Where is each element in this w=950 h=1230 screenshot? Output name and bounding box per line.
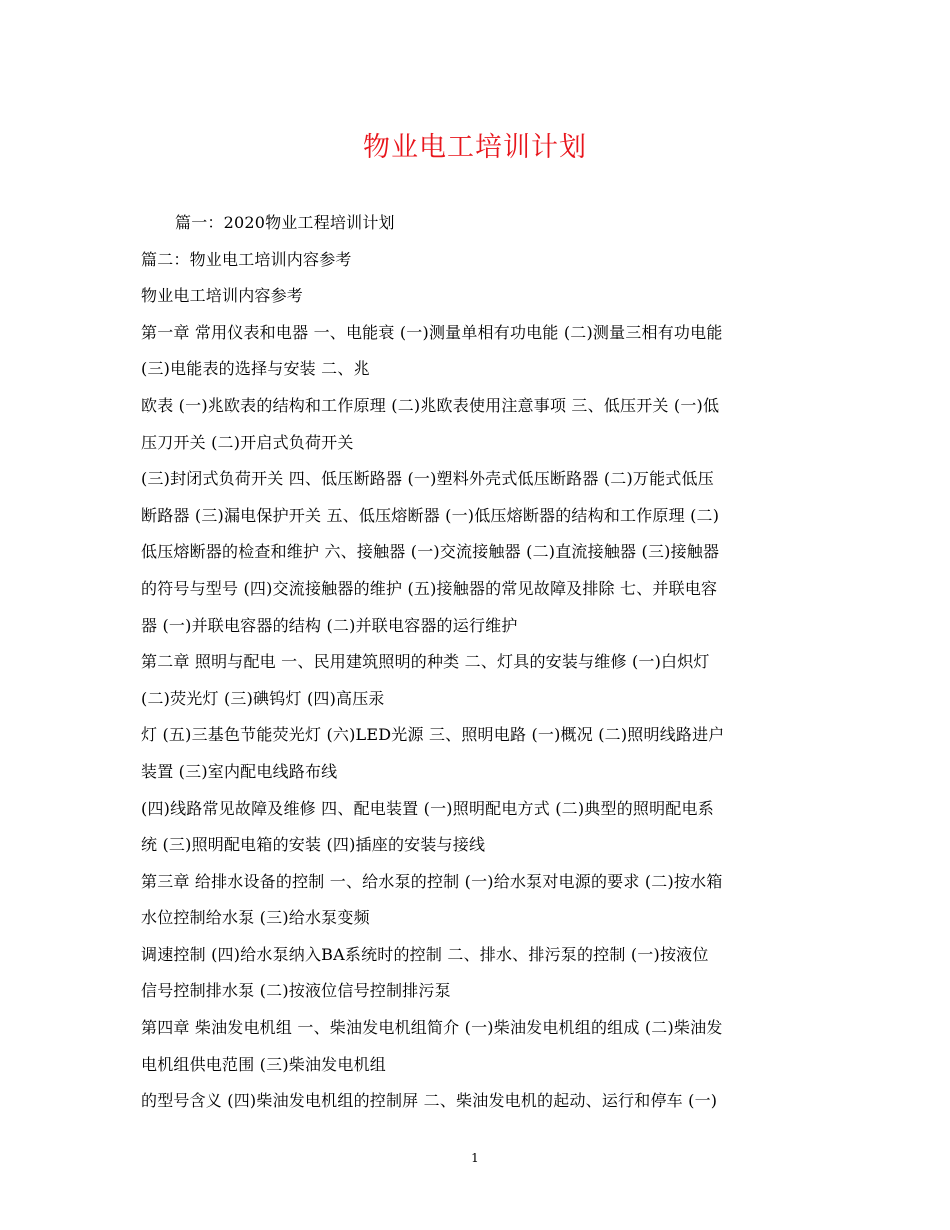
text-line: 第一章 常用仪表和电器 一、电能衰 (一)测量单相有功电能 (二)测量三相有功电能: [141, 322, 723, 342]
text-line: 水位控制给水泵 (三)给水泵变频: [141, 908, 370, 928]
text-line: 器 (一)并联电容器的结构 (二)并联电容器的运行维护: [141, 615, 518, 635]
document-title: 物业电工培训计划: [363, 132, 587, 163]
text-line: 的型号含义 (四)柴油发电机组的控制屏 二、柴油发电机的起动、运行和停车 (一): [141, 1091, 718, 1111]
text-line: 电机组供电范围 (三)柴油发电机组: [141, 1054, 386, 1074]
text-line: 统 (三)照明配电箱的安装 (四)插座的安装与接线: [141, 835, 486, 855]
text-line: 第二章 照明与配电 一、民用建筑照明的种类 二、灯具的安装与维修 (一)白炽灯: [141, 652, 710, 672]
text-line: 调速控制 (四)给水泵纳入BA系统时的控制 二、排水、排污泵的控制 (一)按液位: [141, 944, 709, 964]
text-line: 装置 (三)室内配电线路布线: [141, 761, 338, 781]
text-line: 篇二：物业电工培训内容参考: [141, 249, 352, 269]
text-line: 欧表 (一)兆欧表的结构和工作原理 (二)兆欧表使用注意事项 三、低压开关 (一)低: [141, 395, 720, 415]
text-line: 第三章 给排水设备的控制 一、给水泵的控制 (一)给水泵对电源的要求 (二)按水箱: [141, 871, 723, 891]
document-body: [141, 205, 813, 1120]
text-line: 的符号与型号 (四)交流接触器的维护 (五)接触器的常见故障及排除 七、并联电容: [141, 578, 718, 598]
text-line: 断路器 (三)漏电保护开关 五、低压熔断器 (一)低压熔断器的结构和工作原理 (二): [141, 505, 720, 525]
text-line: (二)荧光灯 (三)碘钨灯 (四)高压汞: [141, 688, 385, 708]
text-line: 物业电工培训内容参考: [141, 286, 304, 306]
text-line: (三)封闭式负荷开关 四、低压断路器 (一)塑料外壳式低压断路器 (二)万能式低压: [141, 469, 714, 489]
text-line: (四)线路常见故障及维修 四、配电装置 (一)照明配电方式 (二)典型的照明配电系: [141, 798, 714, 818]
page-number: 1: [471, 1151, 479, 1165]
text-line: 篇一：2020物业工程培训计划: [175, 213, 395, 232]
text-line: (三)电能表的选择与安装 二、兆: [141, 359, 370, 379]
text-line: 灯 (五)三基色节能荧光灯 (六)LED光源 三、照明电路 (一)概况 (二)照明线路进户: [141, 725, 725, 745]
text-line: 信号控制排水泵 (二)按液位信号控制排污泵: [141, 981, 451, 1001]
text-line: 第四章 柴油发电机组 一、柴油发电机组简介 (一)柴油发电机组的组成 (二)柴油发: [141, 1018, 723, 1038]
text-line: 低压熔断器的检查和维护 六、接触器 (一)交流接触器 (二)直流接触器 (三)接触器: [141, 542, 720, 562]
text-line: 压刀开关 (二)开启式负荷开关: [141, 432, 354, 452]
